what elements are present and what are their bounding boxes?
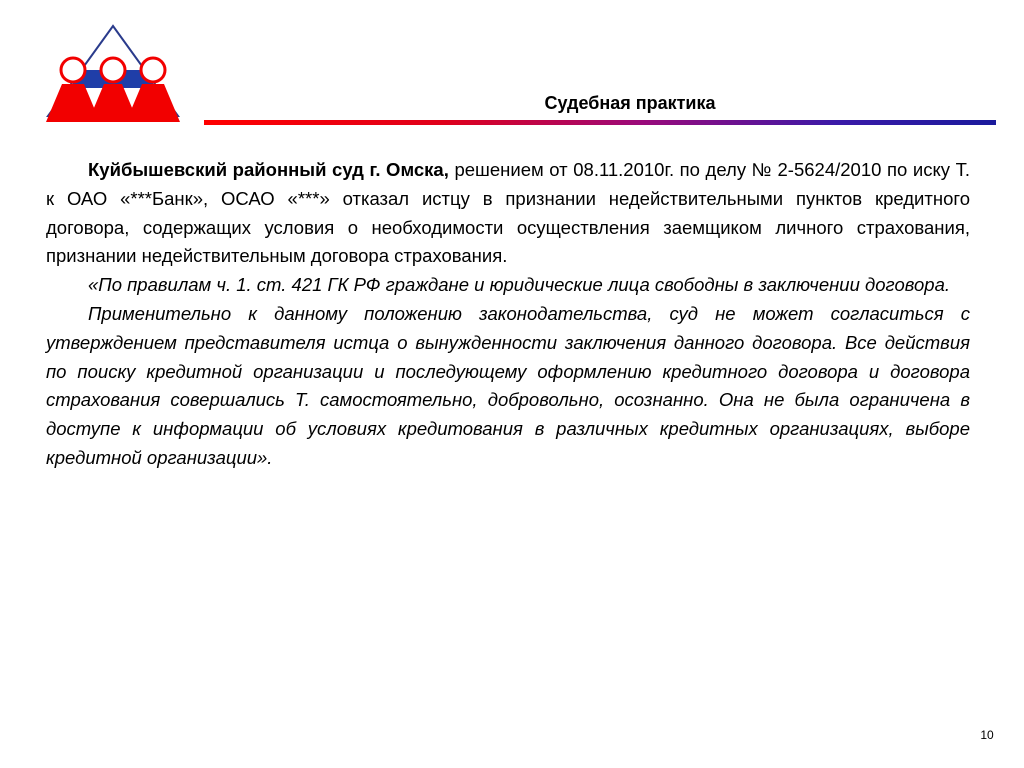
court-name: Куйбышевский районный суд г. Омска, (88, 159, 449, 180)
main-text (46, 156, 970, 473)
paragraph-law-quote: «По правилам ч. 1. ст. 421 ГК РФ граждане и юридические лица свободны в заключении договора. (88, 274, 951, 296)
page-number: 10 (980, 728, 994, 742)
people-triangle-logo (44, 24, 182, 124)
decision-text: решением от 08.11.2010г. по делу № 2-5624/2010 по иску Т. к ОАО «***Банк», ОСАО «***» отказал истцу в признании недействительными пунктов кредитного договора, содержащих условия о необходимости осуществления заемщиком личного страхования, признании недействительным договора страхования. (46, 159, 970, 267)
header-divider (204, 120, 996, 125)
paragraph-court-decision (46, 156, 970, 271)
paragraph-court-reasoning: Применительно к данному положению законодательства, суд не может согласиться с утверждением представителя истца о вынужденности заключения данного договора. Все действия по поиску кредитной организации и последующему оформлению кредитного договора и договора страхования совершались Т. самостоятельно, добровольно, осознанно. Она не была ограничена в доступе к информации об условиях кредитования в различных кредитных организациях, выборе кредитной организации». (46, 302, 970, 468)
page-title: Судебная практика (544, 93, 716, 113)
